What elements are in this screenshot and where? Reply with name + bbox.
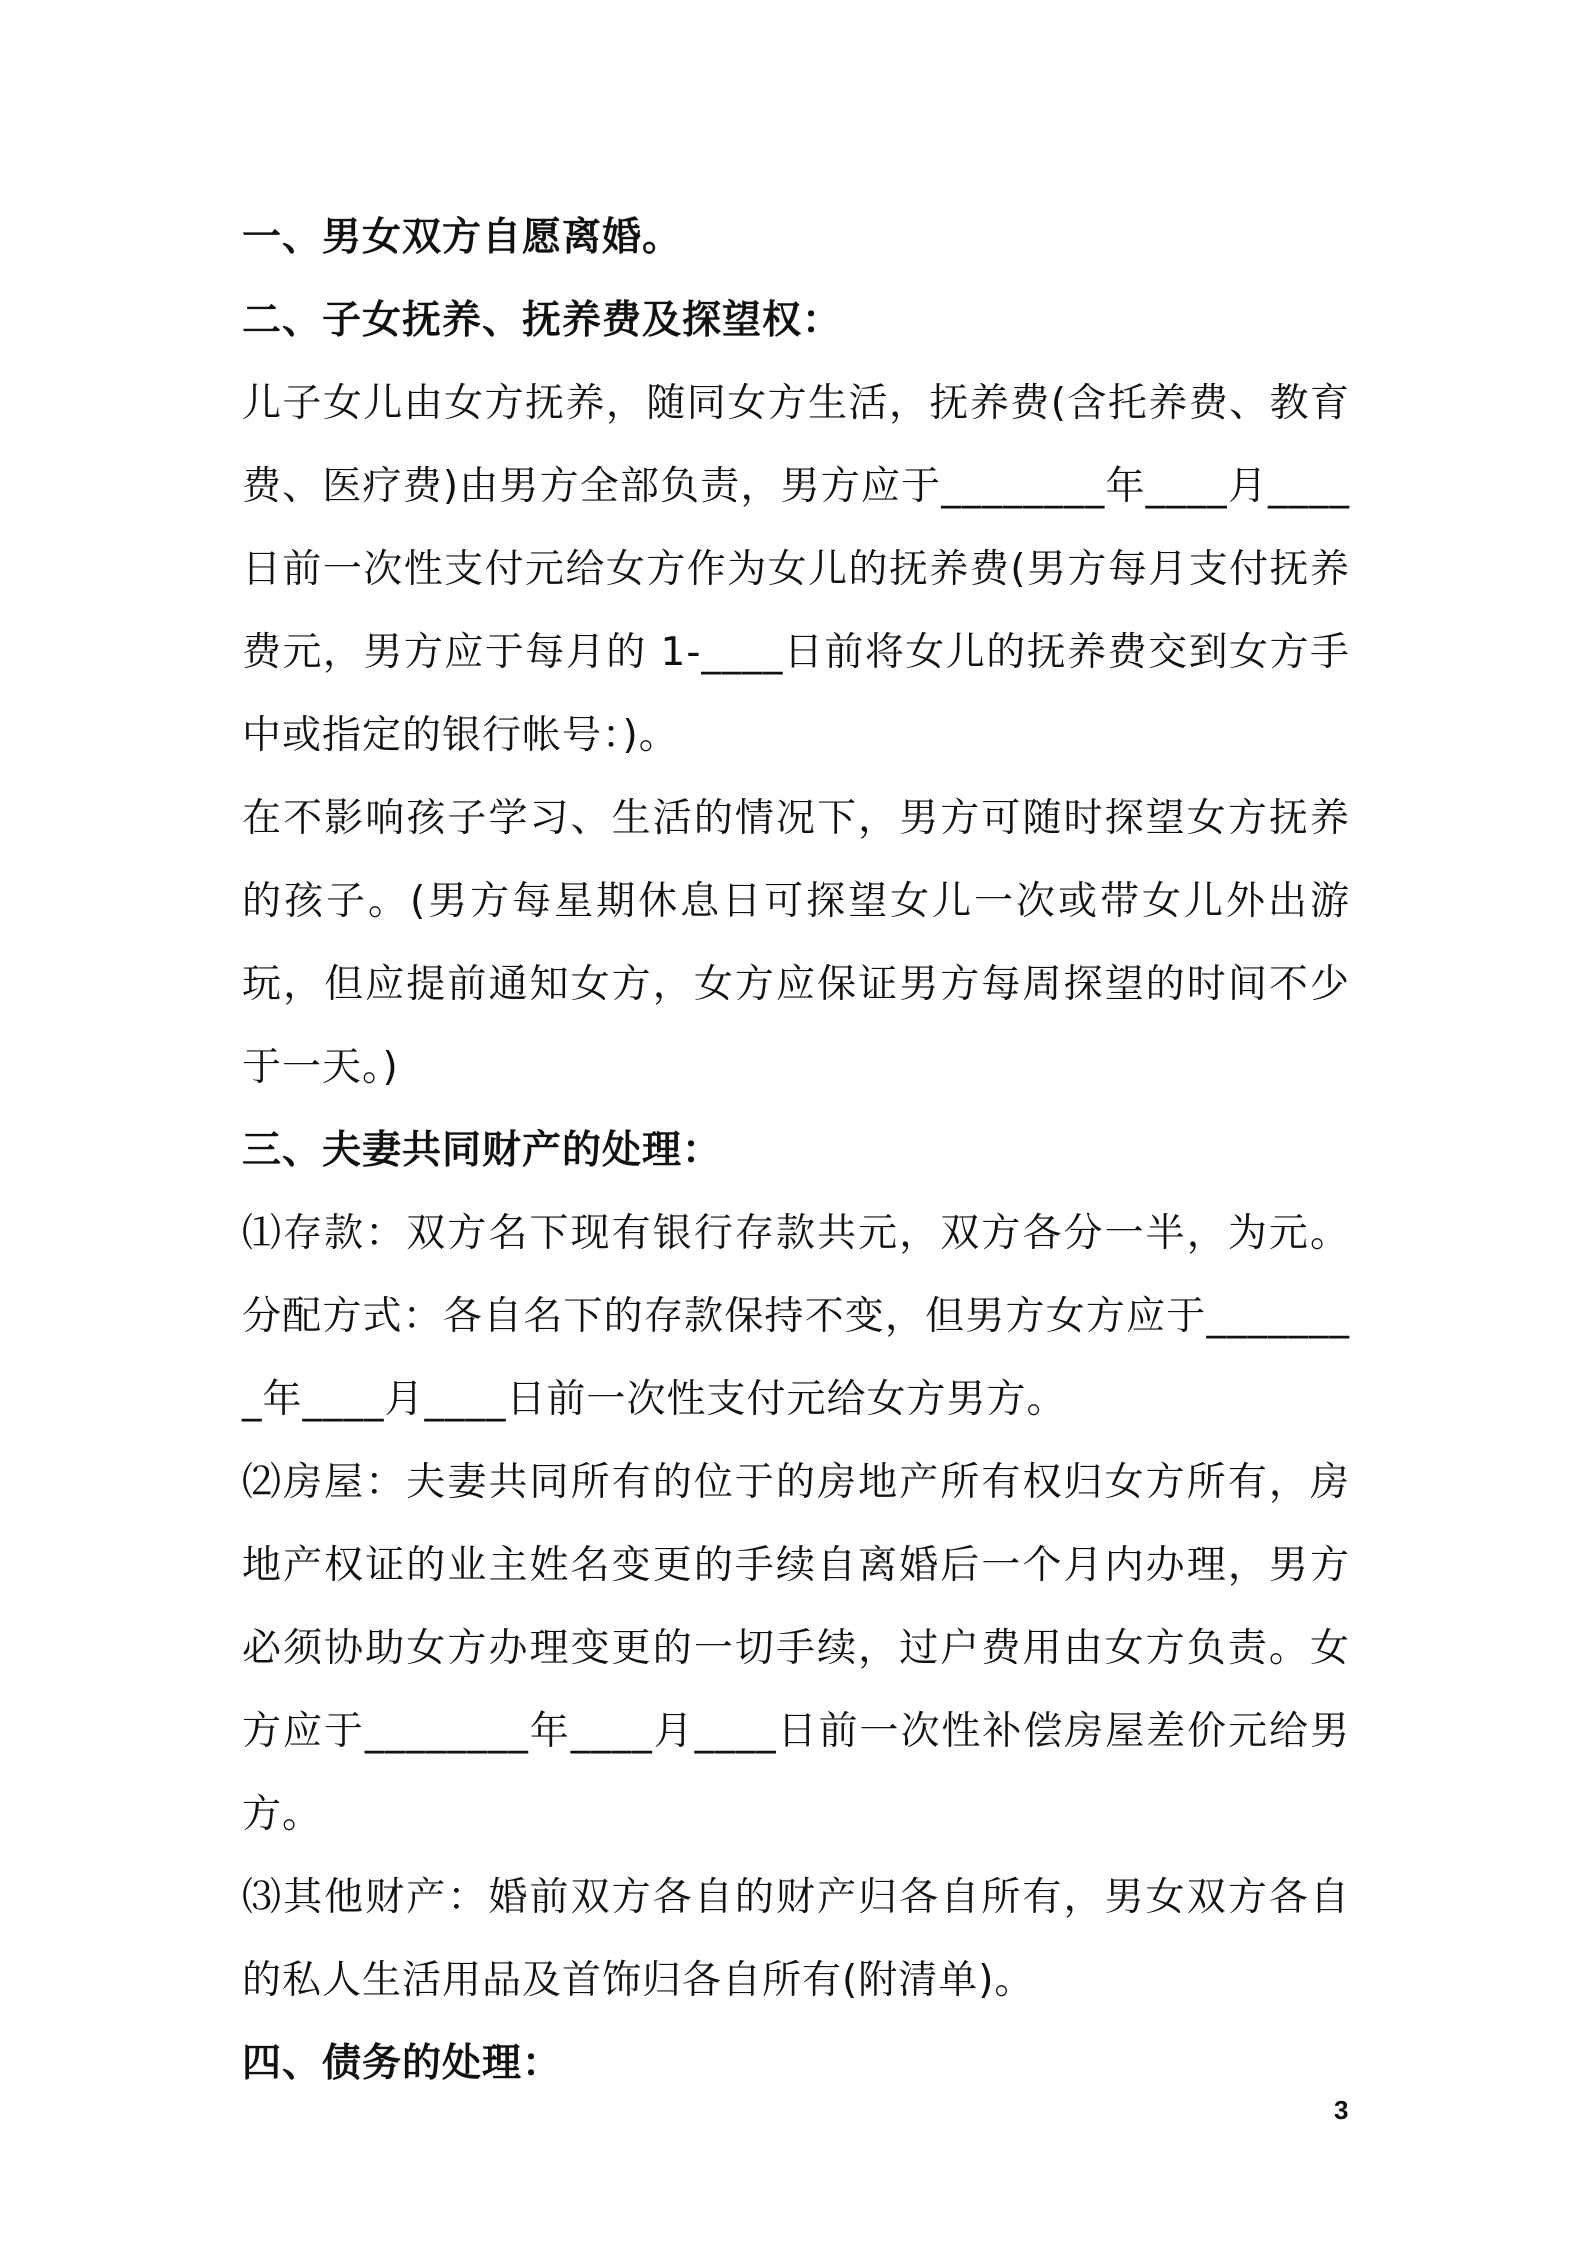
document-body [242,196,1350,2105]
other-property-paragraph: ⑶其他财产：婚前双方各自的财产归各自所有，男女双方各自的私人生活用品及首饰归各自所有(附清单)。 [242,1875,1350,2003]
section-4-heading: 四、债务的处理： [242,2041,563,2086]
visitation-paragraph: 在不影响孩子学习、生活的情况下，男方可随时探望女方抚养的孩子。(男方每星期休息日可探望女儿一次或带女儿外出游玩，但应提前通知女方，女方应保证男方每周探望的时间不少于一天。) [242,796,1350,1090]
section-1-heading: 一、男女双方自愿离婚。 [242,215,683,260]
housing-paragraph: ⑵房屋：夫妻共同所有的位于的房地产所有权归女方所有，房地产权证的业主姓名变更的手续自离婚后一个月内办理，男方必须协助女方办理变更的一切手续，过户费用由女方负责。女方应于________年____月____日前一次性补偿房屋差价元给男方。 [242,1460,1350,1837]
savings-paragraph: ⑴存款：双方名下现有银行存款共元，双方各分一半，为元。分配方式：各自名下的存款保持不变，但男方女方应于________年____月____日前一次性支付元给女方男方。 [242,1211,1350,1422]
child-support-paragraph: 儿子女儿由女方抚养，随同女方生活，抚养费(含托养费、教育费、医疗费)由男方全部负责，男方应于________年____月____日前一次性支付元给女方作为女儿的抚养费(男方每月支付抚养费元，男方应于每月的 1-____日前将女儿的抚养费交到女方手中或指定的银行帐号：)。 [242,381,1350,758]
section-3-heading: 三、夫妻共同财产的处理： [242,1128,723,1173]
section-2-heading: 二、子女抚养、抚养费及探望权： [242,298,843,343]
page-number: 3 [1334,2095,1349,2125]
